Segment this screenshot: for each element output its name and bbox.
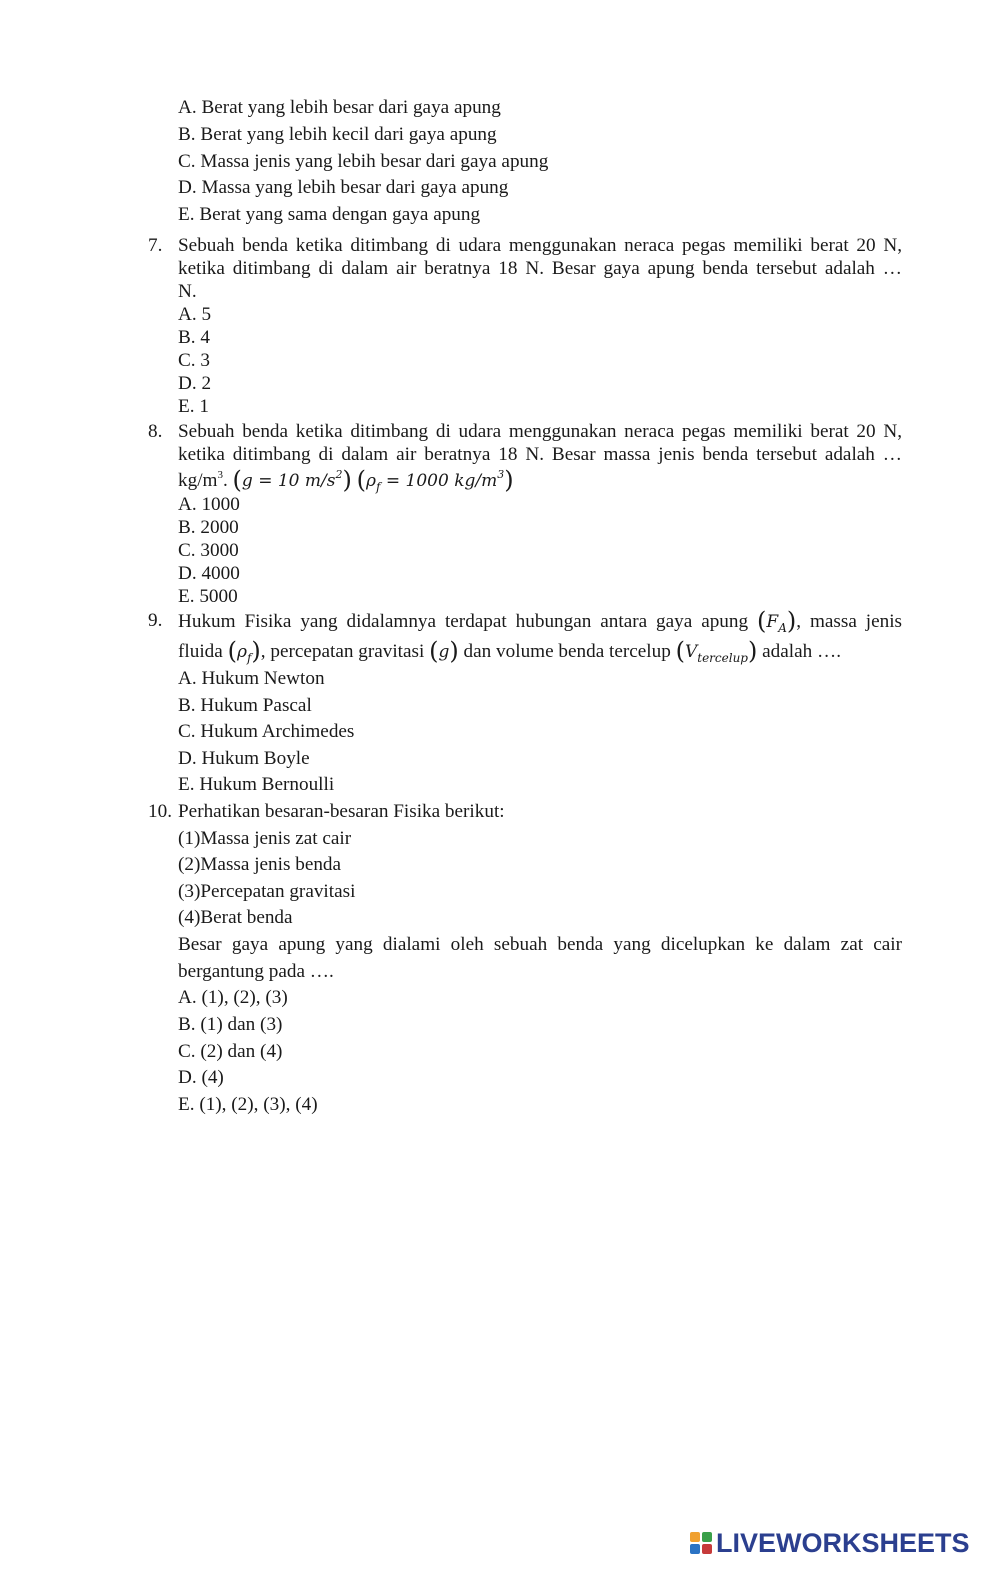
q9-stem-line-2: fluida $(\rho_f)$, percepatan gravitasi (g) dan volume benda tercelup $(V_{tercelup})$ adalah …. — [178, 637, 842, 665]
q8-stem-line-2: ketika ditimbang di dalam air beratnya 18 N. Besar massa jenis benda tersebut adalah … — [178, 444, 902, 465]
q9-option-b: B. Hukum Pascal — [178, 695, 312, 716]
q10-question-line-2: bergantung pada …. — [178, 961, 334, 982]
liveworksheets-logo[interactable] — [690, 1528, 970, 1558]
q10-option-e: E. (1), (2), (3), (4) — [178, 1094, 318, 1115]
q9-stem-line-1: Hukum Fisika yang didalamnya terdapat hubungan antara gaya apung $(F_A)$, massa jenis — [178, 607, 903, 635]
q8-option-d: D. 4000 — [178, 563, 240, 584]
logo-square-3 — [690, 1544, 700, 1554]
q8-option-b: B. 2000 — [178, 517, 239, 538]
q6-option-e: E. Berat yang sama dengan gaya apung — [178, 204, 481, 225]
q9-option-c: C. Hukum Archimedes — [178, 721, 355, 742]
q7-option-a: A. 5 — [178, 304, 212, 325]
q6-option-b: B. Berat yang lebih kecil dari gaya apung — [178, 124, 497, 145]
q10-number: 10. — [148, 801, 172, 822]
q10-item-4: (4)Berat benda — [178, 907, 293, 928]
q7-option-b: B. 4 — [178, 327, 210, 348]
q8-given-g: g = 10 m/s — [241, 471, 336, 491]
q9-number: 9. — [148, 610, 163, 631]
q10-option-c: C. (2) dan (4) — [178, 1041, 283, 1062]
q8-given-rho: ρ — [366, 471, 377, 491]
logo-text: LIVEWORKSHEETS — [716, 1527, 970, 1558]
q8-option-a: A. 1000 — [178, 494, 240, 515]
q10-item-3: (3)Percepatan gravitasi — [178, 881, 356, 902]
logo-square-2 — [702, 1532, 712, 1542]
q7-stem-line-3: N. — [178, 281, 197, 302]
q10-stem: Perhatikan besaran-besaran Fisika berikut: — [178, 801, 505, 822]
q10-item-2: (2)Massa jenis benda — [178, 854, 342, 875]
q6-option-d: D. Massa yang lebih besar dari gaya apung — [178, 177, 509, 198]
logo-square-4 — [702, 1544, 712, 1554]
q8-number: 8. — [148, 421, 163, 442]
q10-option-a: A. (1), (2), (3) — [178, 987, 288, 1008]
q8-option-e: E. 5000 — [178, 586, 238, 607]
q8-option-c: C. 3000 — [178, 540, 239, 561]
q8-stem-line-3: $kg/m^3$. (g = 10 $m/s^2$) ($\rho_f = 1000$ $kg/m^3$) — [178, 466, 514, 494]
q7-stem-line-2: ketika ditimbang di dalam air beratnya 18 N. Besar gaya apung benda tersebut adalah … — [178, 258, 902, 279]
q7-option-c: C. 3 — [178, 350, 210, 371]
q10-option-d: D. (4) — [178, 1067, 224, 1088]
logo-square-1 — [690, 1532, 700, 1542]
q7-number: 7. — [148, 235, 163, 256]
logo-grid-icon — [690, 1532, 712, 1554]
q10-option-b: B. (1) dan (3) — [178, 1014, 283, 1035]
q8-unit: kg/m — [178, 470, 218, 491]
q6-option-c: C. Massa jenis yang lebih besar dari gaya apung — [178, 151, 549, 172]
q7-option-d: D. 2 — [178, 373, 212, 394]
q6-option-a: A. Berat yang lebih besar dari gaya apung — [178, 97, 501, 118]
q9-option-e: E. Hukum Bernoulli — [178, 774, 335, 795]
q9-option-a: A. Hukum Newton — [178, 668, 325, 689]
q7-stem-line-1: Sebuah benda ketika ditimbang di udara menggunakan neraca pegas memiliki berat 20 N, — [178, 235, 902, 256]
q8-stem-line-1: Sebuah benda ketika ditimbang di udara menggunakan neraca pegas memiliki berat 20 N, — [178, 421, 902, 442]
q7-option-e: E. 1 — [178, 396, 209, 417]
q10-item-1: (1)Massa jenis zat cair — [178, 828, 352, 849]
q9-option-d: D. Hukum Boyle — [178, 748, 310, 769]
q10-question-line-1: Besar gaya apung yang dialami oleh sebuah benda yang dicelupkan ke dalam zat cair — [178, 934, 902, 955]
